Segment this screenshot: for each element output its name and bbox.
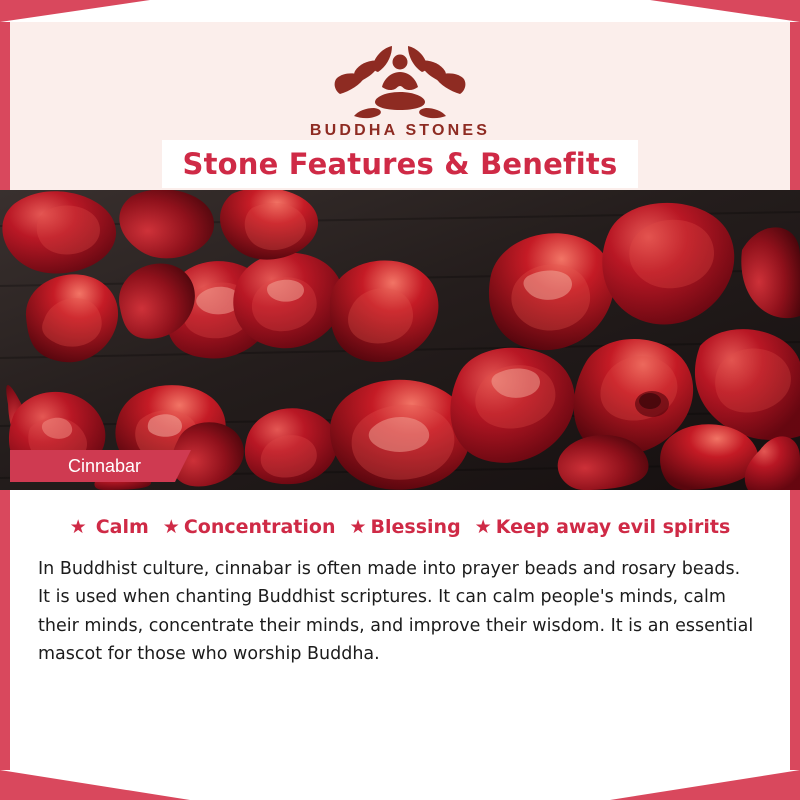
- star-icon: ★: [349, 515, 367, 538]
- content-panel: [10, 490, 790, 770]
- top-right-wedge-decoration: [650, 0, 800, 22]
- star-icon: ★: [162, 515, 180, 538]
- benefit-item: [349, 516, 460, 538]
- star-icon: ★: [69, 515, 87, 538]
- benefit-label: Keep away evil spirits: [495, 516, 731, 538]
- benefit-item: [70, 516, 149, 538]
- section-title-ribbon: [162, 140, 638, 188]
- benefits-list: [38, 516, 762, 538]
- description-text: In Buddhist culture, cinnabar is often made into prayer beads and rosary beads. It is used when chanting Buddhist scriptures. It can calm people's minds, calm their minds, concentrate their minds, and improve their wisdom. It is an essential mascot for those who worship Buddha.: [38, 559, 754, 665]
- benefit-item: [475, 516, 731, 538]
- bottom-right-wedge-decoration: [610, 770, 800, 800]
- lotus-meditation-figure-icon: [334, 34, 466, 120]
- brand-name: BUDDHA STONES: [309, 122, 491, 139]
- star-icon: ★: [474, 515, 492, 538]
- benefit-label: Concentration: [183, 516, 336, 538]
- cinnabar-raw-stones-photo: [0, 190, 800, 490]
- photo-caption-label: Cinnabar: [68, 455, 142, 476]
- benefit-label: Blessing: [370, 516, 461, 538]
- photo-caption-tag: [10, 450, 175, 482]
- benefit-label: Calm: [95, 516, 149, 538]
- page-title: Stone Features & Benefits: [182, 147, 618, 181]
- top-left-wedge-decoration: [0, 0, 150, 22]
- bottom-left-wedge-decoration: [0, 770, 190, 800]
- benefit-item: [163, 516, 336, 538]
